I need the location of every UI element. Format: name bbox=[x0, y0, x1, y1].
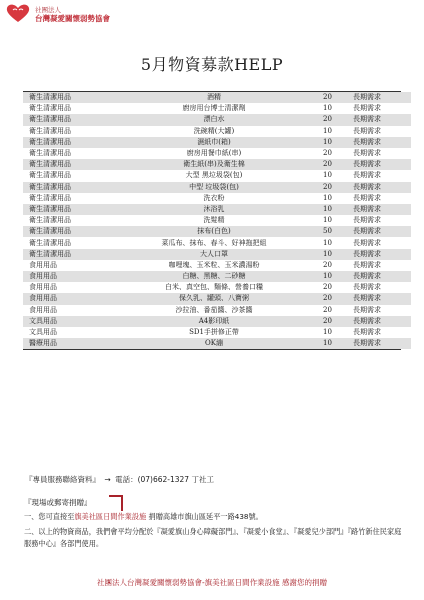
row-item: 白糖、黑糖、二砂糖 bbox=[109, 271, 319, 282]
row-category: 食用用品 bbox=[23, 271, 109, 282]
row-category: 衛生清潔用品 bbox=[23, 204, 109, 215]
table-row bbox=[23, 182, 411, 193]
table-row bbox=[23, 293, 411, 304]
row-quantity: 20 bbox=[319, 92, 353, 103]
row-quantity: 10 bbox=[319, 137, 353, 148]
row-quantity: 10 bbox=[323, 216, 332, 225]
org-subtitle: 社團法人 bbox=[35, 6, 61, 14]
page-title: 5月物資募款HELP bbox=[140, 55, 284, 74]
row-quantity: 20 bbox=[319, 114, 353, 125]
table-row bbox=[23, 327, 411, 338]
table-row bbox=[23, 237, 411, 248]
table-row bbox=[23, 215, 411, 226]
donate-label: 『現場或郵寄捐贈』 bbox=[24, 498, 92, 507]
row-note: 長期需求 bbox=[353, 260, 381, 269]
table-row bbox=[23, 249, 411, 260]
table-row bbox=[23, 282, 411, 293]
row-note: 長期需求 bbox=[353, 182, 411, 193]
row-category: 衛生清潔用品 bbox=[29, 149, 71, 158]
row-category: 衛生清潔用品 bbox=[23, 137, 109, 148]
row-note: 長期需求 bbox=[353, 249, 411, 260]
row-item: 酒精 bbox=[109, 92, 319, 103]
table-row bbox=[23, 226, 411, 237]
row-item: 漂白水 bbox=[109, 114, 319, 125]
row-note: 長期需求 bbox=[353, 149, 381, 158]
row-item: 沐浴乳 bbox=[109, 204, 319, 215]
table-row bbox=[23, 92, 411, 103]
row-quantity: 20 bbox=[319, 159, 353, 170]
row-note: 長期需求 bbox=[353, 328, 381, 337]
table-row bbox=[23, 126, 411, 137]
row-item: SD1手拼修正帶 bbox=[189, 328, 239, 337]
table-row bbox=[23, 260, 411, 271]
table-row bbox=[23, 103, 411, 114]
table-bottom-rule bbox=[23, 349, 401, 350]
row-note: 長期需求 bbox=[353, 92, 411, 103]
row-quantity: 20 bbox=[323, 260, 332, 269]
org-logo bbox=[6, 3, 156, 25]
row-note: 長期需求 bbox=[353, 271, 411, 282]
row-item: 洗髮精 bbox=[203, 216, 225, 225]
row-quantity: 20 bbox=[319, 293, 353, 304]
row-quantity: 20 bbox=[323, 149, 332, 158]
row-quantity: 10 bbox=[323, 104, 332, 113]
row-quantity: 10 bbox=[323, 238, 332, 247]
row-category: 衛生清潔用品 bbox=[23, 249, 109, 260]
contact-info bbox=[25, 474, 214, 485]
donate-heading bbox=[24, 497, 92, 508]
row-category: 衛生清潔用品 bbox=[29, 216, 71, 225]
facility-name: 旗美社區日間作業設施 bbox=[74, 512, 147, 521]
row-note: 長期需求 bbox=[353, 216, 381, 225]
row-item: 洗衣粉 bbox=[203, 193, 225, 202]
row-item: 菜瓜布、抹布、春斗、好神拖把組 bbox=[161, 238, 267, 247]
row-category: 衛生清潔用品 bbox=[29, 104, 71, 113]
arrow-right-icon: → bbox=[104, 475, 111, 484]
row-quantity: 20 bbox=[323, 305, 332, 314]
table-row bbox=[23, 193, 411, 204]
row-note: 長期需求 bbox=[353, 126, 381, 135]
contact-phone: 電話：(07)662-1327 丁社工 bbox=[115, 475, 214, 484]
row-category: 文具用品 bbox=[23, 316, 109, 327]
row-item: 廚房用餐巾紙(串) bbox=[186, 149, 242, 158]
row-category: 食用用品 bbox=[23, 293, 109, 304]
row-item: 中型 垃圾袋(包) bbox=[109, 182, 319, 193]
row-note: 長期需求 bbox=[353, 283, 381, 292]
table-row bbox=[23, 204, 411, 215]
row-item: 沙拉油、番茄醬、沙茶醬 bbox=[175, 305, 253, 314]
table-row bbox=[23, 305, 411, 316]
contact-label: 『專員服務聯絡資料』 bbox=[25, 475, 100, 484]
distribution-note: 二、以上的物資商品，我們會平均分配於『凝愛旗山身心障礙部門』、『凝愛小食堂』、『凝愛兒少部門』『路竹新住民家庭服務中心』各部門使用。 bbox=[24, 527, 402, 548]
row-note: 長期需求 bbox=[353, 204, 411, 215]
heart-logo-icon bbox=[6, 3, 30, 23]
row-quantity: 20 bbox=[319, 182, 353, 193]
table-row bbox=[23, 170, 411, 181]
row-category: 衛生清潔用品 bbox=[23, 226, 109, 237]
supply-rows bbox=[23, 92, 411, 349]
row-note: 長期需求 bbox=[353, 338, 411, 349]
row-quantity: 10 bbox=[319, 249, 353, 260]
supply-list bbox=[23, 92, 411, 349]
org-name: 台灣凝愛關懷弱勢協會 bbox=[35, 14, 110, 23]
supply-table bbox=[23, 91, 401, 350]
row-note: 長期需求 bbox=[353, 159, 411, 170]
row-quantity: 10 bbox=[319, 204, 353, 215]
table-row bbox=[23, 137, 411, 148]
row-quantity: 10 bbox=[319, 271, 353, 282]
donation-address bbox=[24, 512, 263, 522]
row-item: 廚房用台博士清潔劑 bbox=[182, 104, 246, 113]
table-row bbox=[23, 159, 411, 170]
row-quantity: 10 bbox=[319, 338, 353, 349]
row-category: 食用用品 bbox=[29, 283, 57, 292]
row-quantity: 10 bbox=[323, 171, 332, 180]
row-note: 長期需求 bbox=[353, 193, 381, 202]
row-category: 衛生清潔用品 bbox=[29, 238, 71, 247]
row-item: 洗碗精(大罐) bbox=[193, 126, 235, 135]
table-row bbox=[23, 114, 411, 125]
row-category: 衛生清潔用品 bbox=[29, 126, 71, 135]
row-category: 衛生清潔用品 bbox=[29, 171, 71, 180]
row-note: 長期需求 bbox=[353, 305, 381, 314]
table-row bbox=[23, 338, 411, 349]
table-row bbox=[23, 271, 411, 282]
row-category: 衛生清潔用品 bbox=[29, 193, 71, 202]
row-category: 醫療用品 bbox=[23, 338, 109, 349]
row-item: 白米、真空包、麵條、營養口糧 bbox=[165, 283, 263, 292]
row-category: 衛生清潔用品 bbox=[23, 182, 109, 193]
row-item: 大人口罩 bbox=[109, 249, 319, 260]
row-category: 文具用品 bbox=[29, 328, 57, 337]
hook-arrow-icon bbox=[109, 495, 123, 511]
row-quantity: 50 bbox=[319, 226, 353, 237]
table-row bbox=[23, 148, 411, 159]
row-item: OK繃 bbox=[109, 338, 319, 349]
row-item: 濕紙巾(箱) bbox=[109, 137, 319, 148]
row-note: 長期需求 bbox=[353, 171, 381, 180]
row-quantity: 10 bbox=[323, 126, 332, 135]
row-note: 長期需求 bbox=[353, 137, 411, 148]
thanks-footer: 社團法人台灣凝愛關懷弱勢協會-旗美社區日間作業設施 感謝您的捐贈 bbox=[96, 578, 328, 587]
row-category: 食用用品 bbox=[29, 305, 57, 314]
row-note: 長期需求 bbox=[353, 226, 411, 237]
row-category: 衛生清潔用品 bbox=[23, 114, 109, 125]
row-quantity: 10 bbox=[323, 328, 332, 337]
row-note: 長期需求 bbox=[353, 293, 411, 304]
row-item: 保久乳、罐頭、八寶粥 bbox=[109, 293, 319, 304]
row-item: 咖哩塊、玉米粒、玉米濃湯粉 bbox=[168, 260, 260, 269]
row-item: A4影印紙 bbox=[109, 316, 319, 327]
address-prefix: 一、您可直接至 bbox=[24, 512, 75, 521]
row-quantity: 20 bbox=[319, 316, 353, 327]
row-note: 長期需求 bbox=[353, 104, 381, 113]
address-suffix: 捐贈高雄市旗山區延平一路438號。 bbox=[146, 512, 263, 521]
row-note: 長期需求 bbox=[353, 316, 411, 327]
row-note: 長期需求 bbox=[353, 238, 381, 247]
row-category: 衛生清潔用品 bbox=[23, 159, 109, 170]
row-quantity: 20 bbox=[323, 283, 332, 292]
row-item: 大型 黑垃圾袋(包) bbox=[185, 171, 243, 180]
row-category: 衛生清潔用品 bbox=[23, 92, 109, 103]
row-category: 食用用品 bbox=[29, 260, 57, 269]
row-quantity: 10 bbox=[323, 193, 332, 202]
row-item: 抹布(白色) bbox=[109, 226, 319, 237]
table-row bbox=[23, 316, 411, 327]
row-item: 衛生紙(串)及衛生棉 bbox=[109, 159, 319, 170]
row-note: 長期需求 bbox=[353, 114, 411, 125]
